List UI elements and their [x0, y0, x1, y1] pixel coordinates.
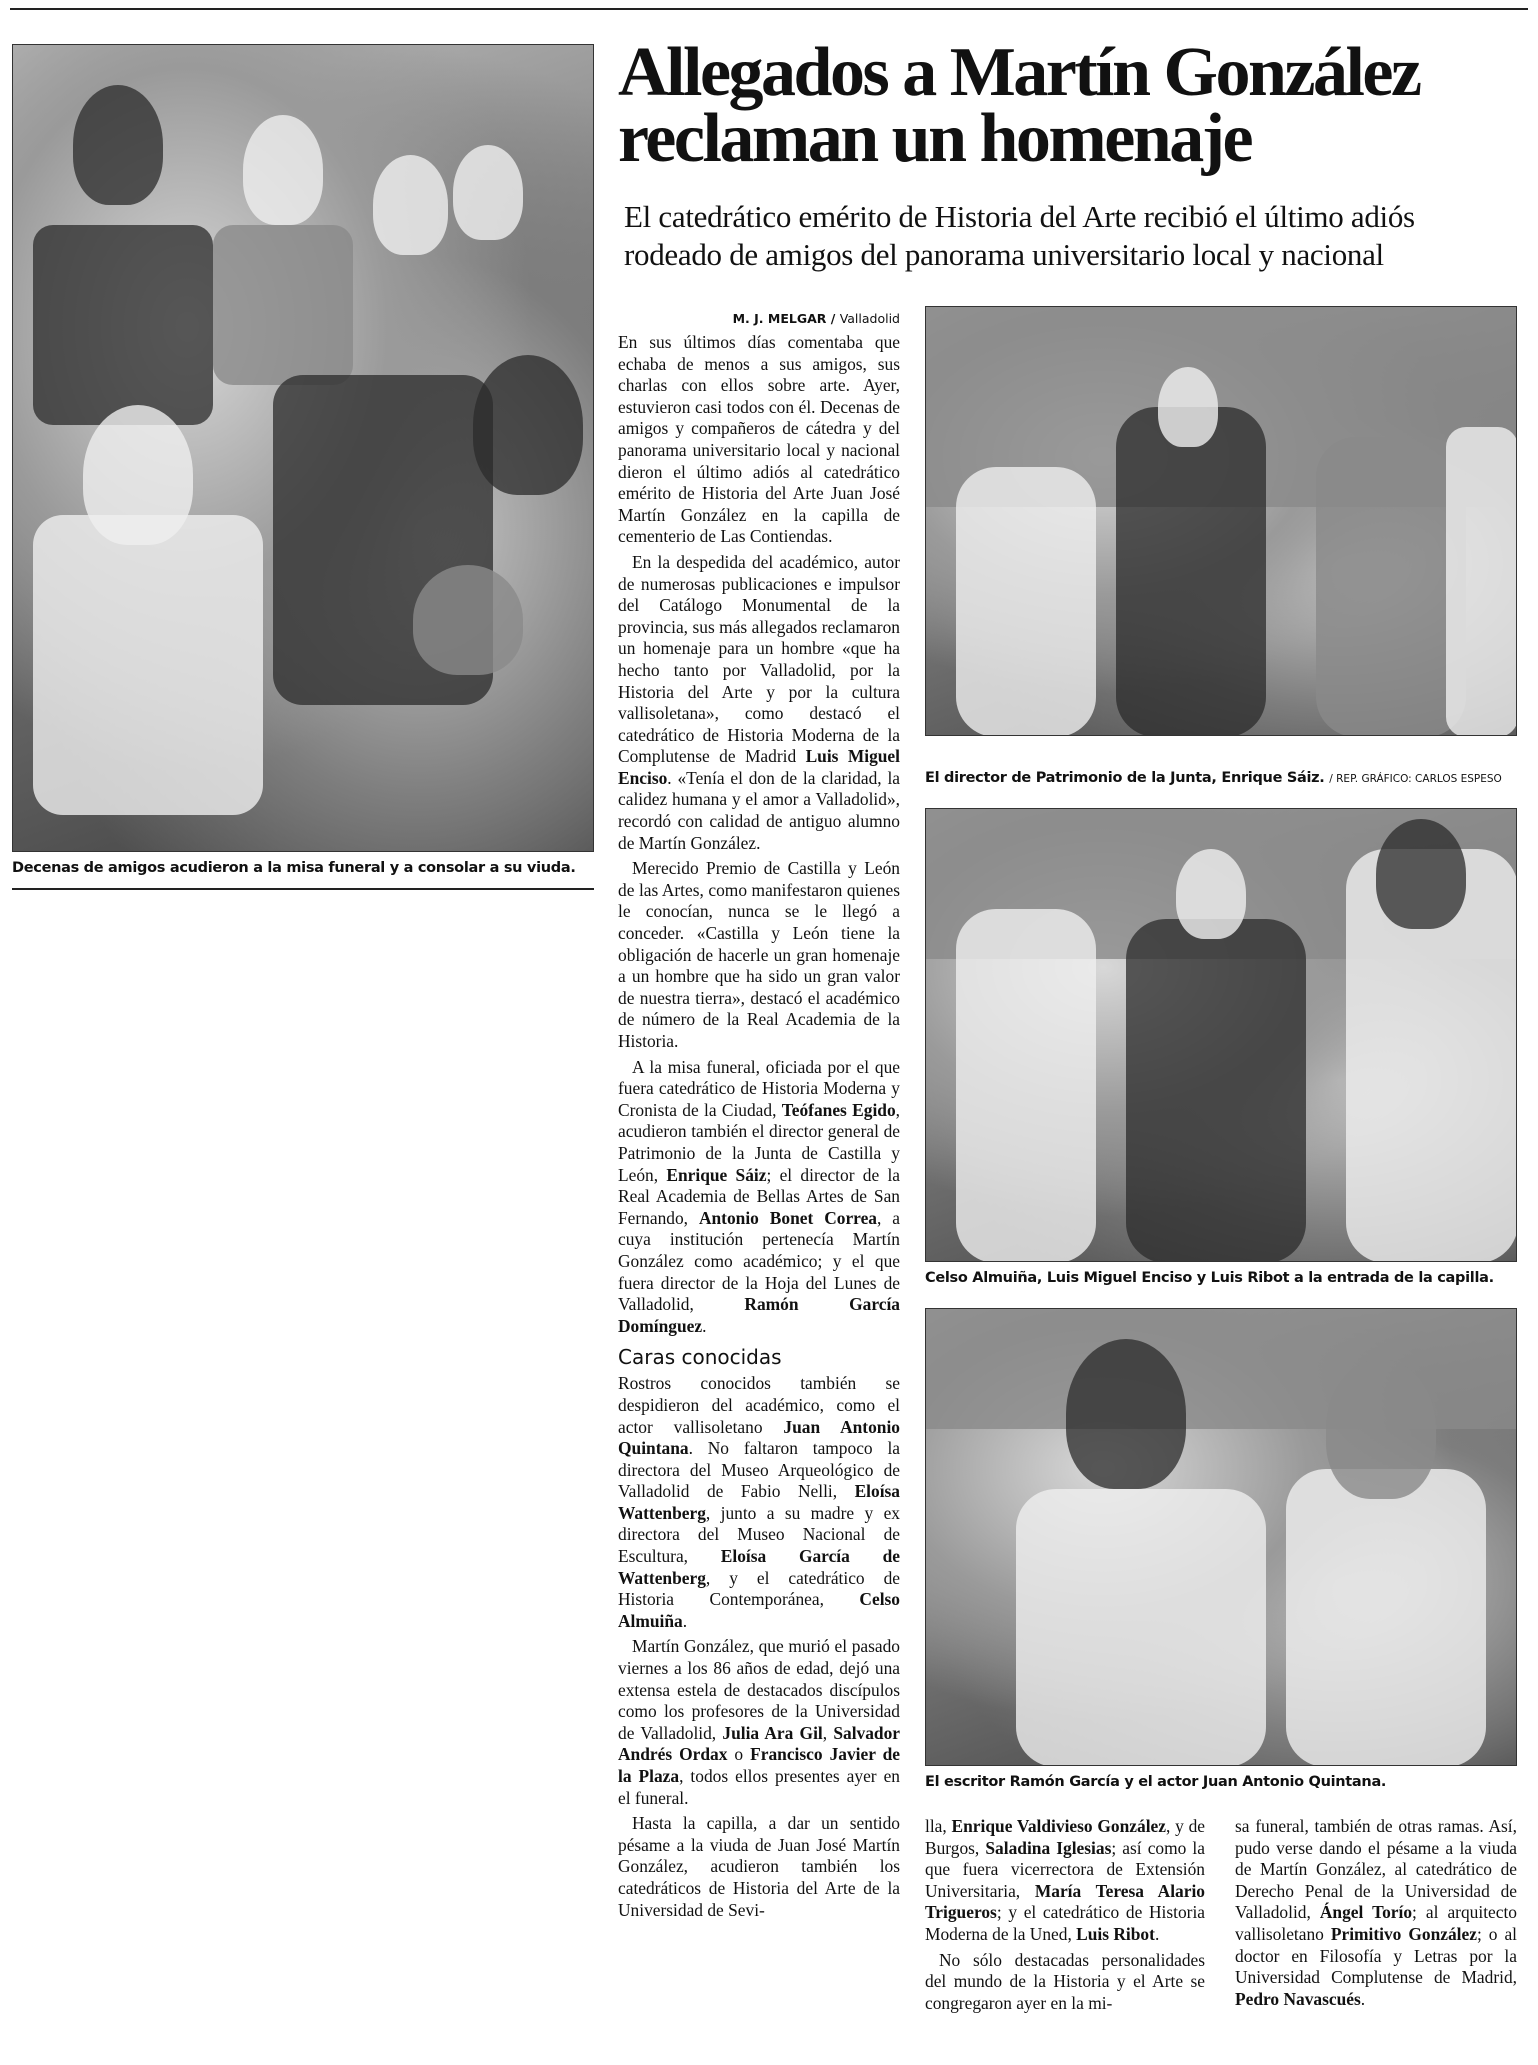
- writer-photo: [925, 1308, 1517, 1766]
- person-name: Eloísa García de Wattenberg: [618, 1546, 900, 1588]
- person-name: Luis Ribot: [1076, 1923, 1155, 1944]
- entrance-photo: [925, 808, 1517, 1262]
- person-name: Eloísa Wattenberg: [618, 1481, 900, 1523]
- person-name: María Teresa Alario Trigueros: [925, 1880, 1205, 1923]
- person-name: Julia Ara Gil: [722, 1722, 823, 1743]
- article-column-3: [1235, 1816, 1517, 2014]
- person-name: Ramón García Domínguez: [618, 1294, 900, 1336]
- person-name: Antonio Bonet Correa: [698, 1207, 877, 1228]
- person-name: Teófanes Egido: [781, 1099, 896, 1120]
- top-rule: [10, 8, 1528, 10]
- entrance-photo-caption: Celso Almuiña, Luis Miguel Enciso y Luis Ribot a la entrada de la capilla.: [925, 1270, 1494, 1286]
- paragraph: Martín González, que murió el pasado viernes a los 86 años de edad, dejó una extensa estela de destacados discípulos como los profesores de la Universidad de Valladolid, Julia Ara Gil, Salvador Andrés Ordax o Francisco Javier de la Plaza, todos ellos presentes ayer en el funeral.: [618, 1636, 901, 1808]
- byline-author: M. J. MELGAR /: [732, 311, 836, 326]
- subhead: El catedrático emérito de Historia del Arte recibió el último adiós rodeado de amigos del panorama universitario local y nacional: [624, 199, 1415, 272]
- paragraph: Rostros conocidos también se despidieron del académico, como el actor vallisoletano Juan Antonio Quintana. No faltaron tampoco la directora del Museo Arqueológico de Valladolid de Fabio Nelli, Eloísa Wattenberg, junto a su madre y ex directora del Museo Nacional de Escultura, Eloísa García de Wattenberg, y el catedrático de Historia Contemporánea, Celso Almuiña.: [618, 1373, 900, 1631]
- headline: Allegados a Martín González reclaman un homenaje: [618, 34, 1420, 177]
- byline-place: Valladolid: [839, 311, 900, 326]
- paragraph: No sólo destacadas personalidades del mundo de la Historia y el Arte se congregaron ayer en la mi-: [925, 1949, 1205, 2013]
- paragraph: Merecido Premio de Castilla y León de las Artes, como manifestaron quienes le conocían, nunca se le llegó a conceder. «Castilla y León tiene la obligación de hacerle un gran homenaje a un hombre que ha sido un gran valor de nuestra tierra», destacó el académico de número de la Real Academia de la Historia.: [618, 858, 900, 1051]
- section-heading: Caras conocidas: [618, 1345, 782, 1370]
- person-name: Saladina Iglesias: [985, 1837, 1112, 1858]
- director-photo-caption: El director de Patrimonio de la Junta, Enrique Sáiz. / REP. GRÁFICO: CARLOS ESPESO: [925, 770, 1502, 786]
- paragraph: En la despedida del académico, autor de numerosas publicaciones e impulsor del Catálogo Monumental de la provincia, sus más allegados reclamaron un homenaje para un hombre «que ha hecho tanto por Valladolid, por la Historia del Arte y por la cultura vallisoletana», como destacó el catedrático de Historia Moderna de la Complutense de Madrid Luis Miguel Enciso. «Tenía el don de la claridad, la calidez humana y el amor a Valladolid», recordó con calidad de antiguo alumno de Martín González.: [618, 551, 900, 853]
- paragraph: A la misa funeral, oficiada por el que fuera catedrático de Historia Moderna y Cronista de la Ciudad, Teófanes Egido, acudieron también el director general de Patrimonio de la Junta de Castilla y León, Enrique Sáiz; el director de la Real Academia de Bellas Artes de San Fernando, Antonio Bonet Correa, a cuya institución pertenecía Martín González como académico; y el que fuera director de la Hoja del Lunes de Valladolid, Ramón García Domínguez.: [618, 1056, 901, 1336]
- person-name: Pedro Navascués: [1235, 1988, 1361, 2009]
- person-name: Francisco Javier de la Plaza: [618, 1744, 900, 1786]
- person-name: Salvador Andrés Ordax: [618, 1722, 901, 1765]
- caption-rule: [12, 888, 594, 890]
- writer-photo-caption: El escritor Ramón García y el actor Juan Antonio Quintana.: [925, 1774, 1387, 1790]
- person-name: Luis Miguel Enciso: [618, 746, 900, 788]
- byline: [618, 310, 900, 328]
- photo-credit: / REP. GRÁFICO: CARLOS ESPESO: [1329, 773, 1502, 785]
- funeral-photo-caption: Decenas de amigos acudieron a la misa funeral y a consolar a su viuda.: [12, 860, 576, 876]
- paragraph: lla, Enrique Valdivieso González, y de Burgos, Saladina Iglesias; así como la que fuera vicerrectora de Extensión Universitaria, María Teresa Alario Trigueros; y el catedrático de Historia Moderna de la Uned, Luis Ribot.: [925, 1816, 1206, 1944]
- person-name: Primitivo González: [1330, 1923, 1477, 1944]
- person-name: Enrique Sáiz: [666, 1164, 767, 1185]
- article-column-2: [925, 1816, 1205, 2018]
- person-name: Enrique Valdivieso González: [951, 1816, 1166, 1836]
- article-column-1: [618, 310, 900, 1925]
- paragraph: En sus últimos días comentaba que echaba de menos a sus amigos, sus charlas con ellos sobre arte. Ayer, estuvieron casi todos con él. Decenas de amigos y compañeros de cátedra y del panorama universitario local y nacional dieron el último adiós al catedrático emérito de Historia del Arte Juan José Martín González en la capilla de cementerio de Las Contiendas.: [618, 332, 900, 547]
- person-name: Juan Antonio Quintana: [618, 1416, 900, 1459]
- director-photo: [925, 306, 1517, 736]
- funeral-photo: [12, 44, 594, 852]
- paragraph: sa funeral, también de otras ramas. Así, pudo verse dando el pésame a la viuda de Martín González, al catedrático de Derecho Penal de la Universidad de Valladolid, Ángel Torío; al arquitecto vallisoletano Primitivo González; o al doctor en Filosofía y Letras por la Universidad Complutense de Madrid, Pedro Navascués.: [1235, 1816, 1517, 2009]
- person-name: Celso Almuiña: [618, 1589, 900, 1631]
- paragraph: Hasta la capilla, a dar un sentido pésame a la viuda de Juan José Martín González, acudieron también los catedráticos de Historia del Arte de la Universidad de Sevi-: [618, 1813, 900, 1920]
- person-name: Ángel Torío: [1319, 1902, 1413, 1923]
